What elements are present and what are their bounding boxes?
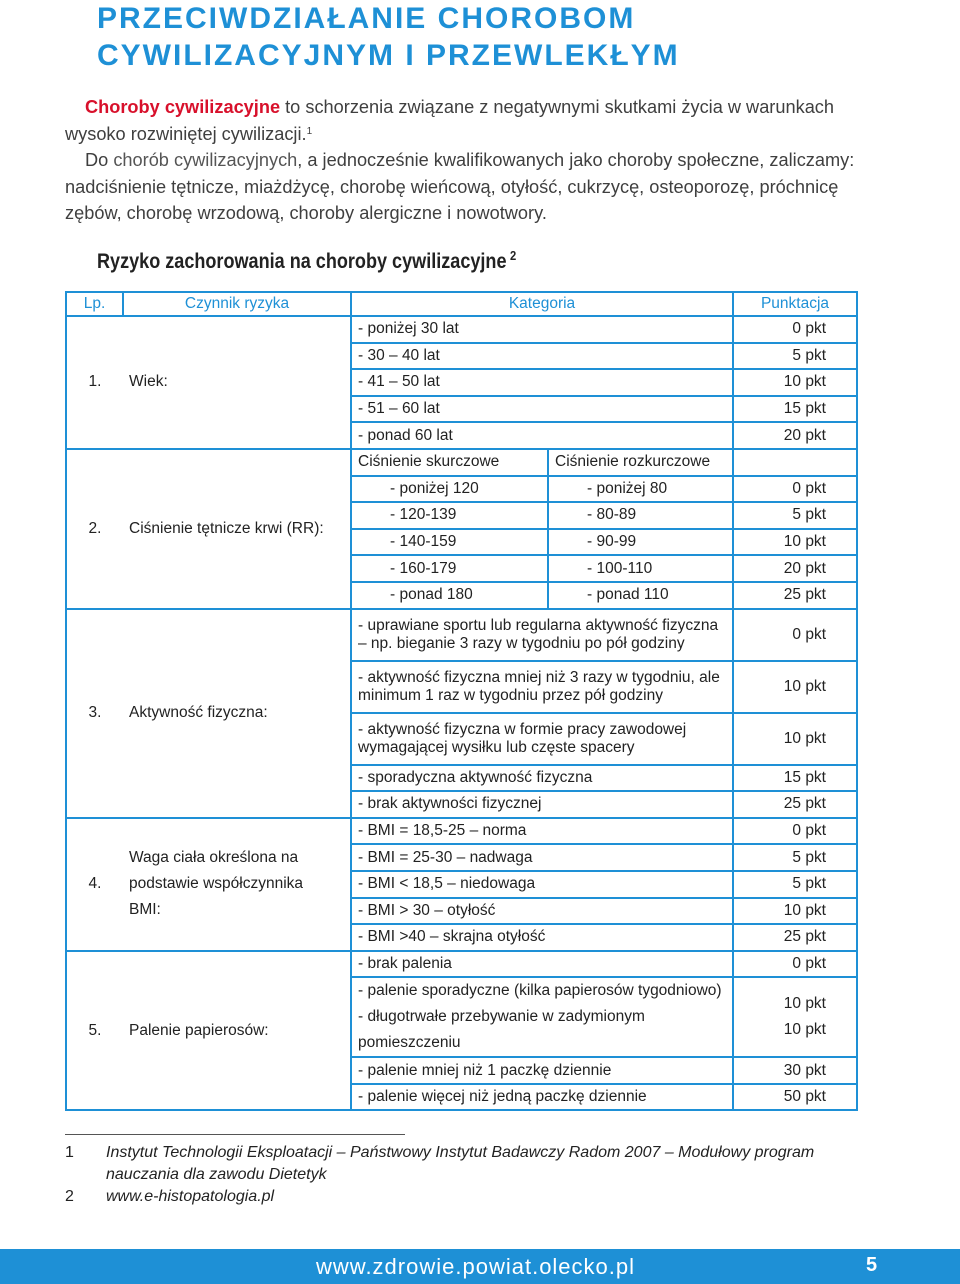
row-number: 2. [66, 449, 123, 609]
points-cell: 0 pkt [733, 818, 857, 845]
highlight-term: Choroby cywilizacyjne [85, 97, 281, 117]
diastolic-cell: - poniżej 80 [548, 476, 733, 503]
risk-factor: Palenie papierosów: [123, 951, 351, 1111]
row-number: 5. [66, 951, 123, 1111]
risk-factor: Ciśnienie tętnicze krwi (RR): [123, 449, 351, 609]
points-cell: 5 pkt [733, 844, 857, 871]
header-factor: Czynnik ryzyka [123, 292, 351, 316]
factor-line: podstawie współczynnika [129, 875, 304, 893]
factor-line: Waga ciała określona na [129, 849, 299, 867]
category-line: – np. bieganie 3 razy w tygodniu po pół godziny [358, 634, 685, 652]
subheader-systolic: Ciśnienie skurczowe [351, 449, 548, 476]
risk-title-text: Ryzyko zachorowania na choroby cywilizacyjne [97, 250, 507, 273]
systolic-cell: - poniżej 120 [351, 476, 548, 503]
table-row [66, 449, 857, 476]
diastolic-cell: - ponad 110 [548, 582, 733, 609]
category-line: - uprawiane sportu lub regularna aktywność fizyczna [358, 616, 719, 634]
category-line: minimum 1 raz w tygodniu przez pół godziny [358, 686, 663, 704]
points-cell: 0 pkt [733, 476, 857, 503]
footnote-separator [65, 1134, 405, 1135]
category-cell [351, 713, 733, 765]
points-cell-empty [733, 449, 857, 476]
row-number: 3. [66, 609, 123, 818]
subheader-diastolic: Ciśnienie rozkurczowe [548, 449, 733, 476]
category-cell: - sporadyczna aktywność fizyczna [351, 765, 733, 792]
points-cell: 20 pkt [733, 422, 857, 449]
points-cell: 0 pkt [733, 609, 857, 661]
points-cell: 10 pkt [733, 369, 857, 396]
row-number: 1. [66, 316, 123, 449]
systolic-cell: - 140-159 [351, 529, 548, 556]
intro-p2-start: Do [85, 150, 114, 170]
diastolic-cell: - 80-89 [548, 502, 733, 529]
points-cell [733, 977, 857, 1057]
points-cell: 0 pkt [733, 951, 857, 978]
table-row [66, 951, 857, 978]
title-line-2: CYWILIZACYJNYM I PRZEWLEKŁYM [97, 39, 680, 72]
category-line: - aktywność fizyczna mniej niż 3 razy w tygodniu, ale [358, 668, 720, 686]
category-cell: - poniżej 30 lat [351, 316, 733, 343]
diastolic-cell: - 100-110 [548, 555, 733, 582]
footnote-link[interactable]: www.e-histopatologia.pl [106, 1188, 275, 1205]
systolic-cell: - ponad 180 [351, 582, 548, 609]
points-cell: 20 pkt [733, 555, 857, 582]
category-cell [351, 977, 733, 1057]
category-line: wymagającej wysiłku lub częste spacery [358, 738, 635, 756]
category-cell: - ponad 60 lat [351, 422, 733, 449]
category-cell: - palenie więcej niż jedną paczkę dziennie [351, 1084, 733, 1111]
category-cell: - BMI = 18,5-25 – norma [351, 818, 733, 845]
intro-p2-text: , a jednocześnie kwalifikowanych jako choroby społeczne, zaliczamy: nadciśnienie tętnicze, miażdżycę, chorobę wieńcową, otyłość, cukrzycę, osteoporozę, próchnicę zębów, chorobę wrzodową, choroby alergiczne i nowotwory. [65, 150, 855, 223]
factor-line: BMI: [129, 901, 161, 919]
category-cell: - 41 – 50 lat [351, 369, 733, 396]
category-cell: - BMI < 18,5 – niedowaga [351, 871, 733, 898]
systolic-cell: - 160-179 [351, 555, 548, 582]
category-cell: - palenie mniej niż 1 paczkę dziennie [351, 1057, 733, 1084]
risk-factor [123, 818, 351, 951]
points-cell: 10 pkt [733, 898, 857, 925]
table-row [66, 316, 857, 343]
points-cell: 10 pkt [733, 529, 857, 556]
title-line-1: PRZECIWDZIAŁANIE CHOROBOM [97, 2, 636, 35]
points-cell: 15 pkt [733, 396, 857, 423]
risk-factor: Wiek: [123, 316, 351, 449]
points-line: 10 pkt [783, 1021, 826, 1039]
category-cell: - BMI = 25-30 – nadwaga [351, 844, 733, 871]
points-cell: 25 pkt [733, 924, 857, 951]
page-footer [0, 1249, 960, 1284]
footnote-ref-1[interactable]: 1 [306, 125, 313, 137]
points-cell: 50 pkt [733, 1084, 857, 1111]
intro-paragraph-2 [65, 147, 863, 227]
points-cell: 15 pkt [733, 765, 857, 792]
category-line: pomieszczeniu [358, 1034, 461, 1052]
table-header-row [66, 292, 857, 316]
category-cell [351, 609, 733, 661]
risk-table-title [97, 250, 516, 274]
header-points: Punktacja [733, 292, 857, 316]
category-line: - palenie sporadyczne (kilka papierosów tygodniowo) [358, 982, 722, 1000]
row-number: 4. [66, 818, 123, 951]
page-number: 5 [866, 1254, 878, 1276]
systolic-cell: - 120-139 [351, 502, 548, 529]
category-cell: - brak aktywności fizycznej [351, 791, 733, 818]
footer-website-link[interactable]: www.zdrowie.powiat.olecko.pl [316, 1254, 636, 1279]
footnote-1 [65, 1142, 866, 1186]
points-cell: 5 pkt [733, 502, 857, 529]
points-cell: 10 pkt [733, 713, 857, 765]
points-cell: 30 pkt [733, 1057, 857, 1084]
footnote-text: Instytut Technologii Eksploatacji – Państwowy Instytut Badawczy Radom 2007 – Modułowy program nauczania dla zawodu Dietetyk [106, 1144, 815, 1183]
table-row [66, 609, 857, 661]
category-cell [351, 661, 733, 713]
category-cell: - 51 – 60 lat [351, 396, 733, 423]
risk-factor: Aktywność fizyczna: [123, 609, 351, 818]
footnote-2 [65, 1186, 866, 1208]
intro-p1-text: to schorzenia związane z negatywnymi skutkami życia w warunkach wysoko rozwiniętej cywilizacji. [65, 97, 835, 144]
points-cell: 25 pkt [733, 582, 857, 609]
bold-term: chorób cywilizacyjnych [113, 150, 298, 170]
points-cell: 25 pkt [733, 791, 857, 818]
page-title [97, 0, 680, 74]
points-line: 10 pkt [783, 995, 826, 1013]
category-cell: - brak palenia [351, 951, 733, 978]
category-line: - długotrwałe przebywanie w zadymionym [358, 1008, 645, 1026]
intro-paragraph-1 [65, 94, 863, 147]
category-line: - aktywność fizyczna w formie pracy zawodowej [358, 720, 687, 738]
category-cell: - 30 – 40 lat [351, 343, 733, 370]
points-cell: 5 pkt [733, 343, 857, 370]
intro-text [65, 94, 863, 227]
category-cell: - BMI > 30 – otyłość [351, 898, 733, 925]
header-lp: Lp. [66, 292, 123, 316]
table-row [66, 818, 857, 845]
footnote-number: 1 [65, 1144, 74, 1161]
risk-table [65, 291, 858, 1111]
points-cell: 5 pkt [733, 871, 857, 898]
header-category: Kategoria [351, 292, 733, 316]
category-cell: - BMI >40 – skrajna otyłość [351, 924, 733, 951]
points-cell: 0 pkt [733, 316, 857, 343]
diastolic-cell: - 90-99 [548, 529, 733, 556]
points-cell: 10 pkt [733, 661, 857, 713]
footnote-number: 2 [65, 1188, 74, 1205]
footnote-ref-2[interactable]: 2 [509, 248, 517, 263]
